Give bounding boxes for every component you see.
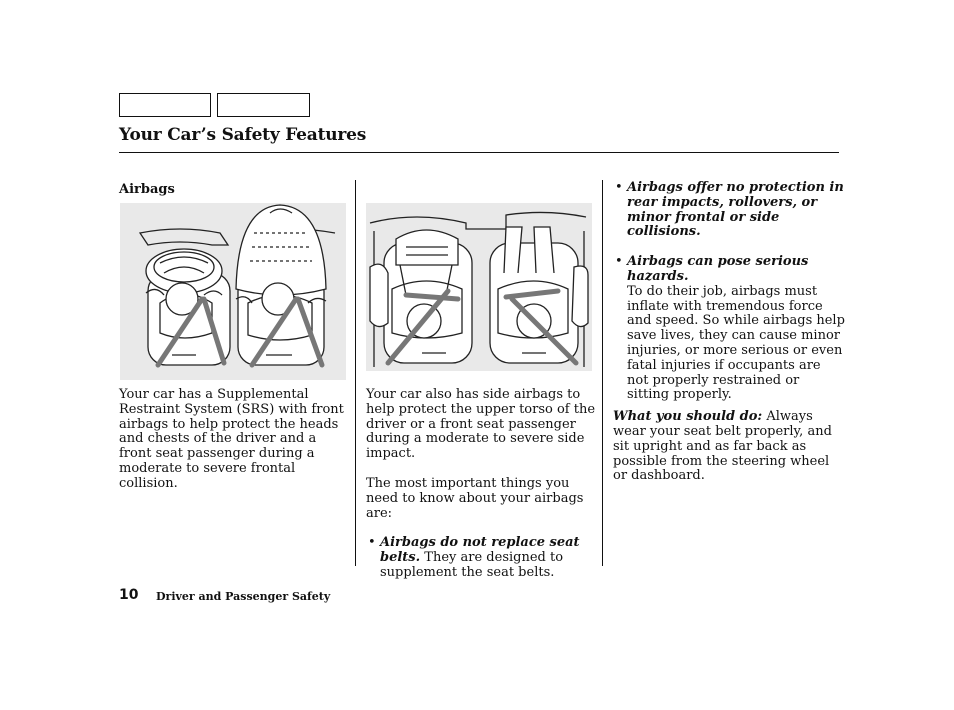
title-rule [119, 152, 839, 153]
header-tab-1 [119, 93, 211, 117]
bullet-no-protection-title: Airbags offer no protection in rear impacts, rollovers, or minor frontal or side collisions. [627, 180, 844, 240]
column-divider-2 [602, 180, 603, 566]
bullet-serious-hazards-title: Airbags can pose serious hazards. [627, 254, 809, 284]
bullet-seat-belts-title: Airbags do not replace seat belts. [380, 535, 580, 566]
page-number: 10 [119, 587, 139, 603]
front-airbags-illustration [120, 203, 346, 380]
column-2-text [366, 388, 596, 581]
bullet-dot: • [615, 254, 623, 270]
srs-paragraph: Your car has a Supplemental Restraint System (SRS) with front airbags to help protect the heads and chests of the driver and a front seat passenger during a moderate to severe frontal collision. [119, 387, 344, 491]
what-you-should-do-label: What you should do: [613, 409, 763, 425]
bullet-dot: • [368, 535, 376, 551]
header-tab-2 [217, 93, 310, 117]
side-airbags-drawing [366, 203, 592, 371]
column-divider-1 [355, 180, 356, 566]
side-airbags-paragraph: Your car also has side airbags to help protect the upper torso of the driver or a front seat passenger during a moderate to severe side impact. [366, 387, 596, 462]
bullet-dot: • [615, 180, 623, 195]
bullet-seat-belts [366, 536, 596, 580]
bullet-serious-hazards [613, 255, 845, 403]
footer-section-title: Driver and Passenger Safety [156, 590, 331, 603]
column-3-text [613, 181, 845, 484]
front-airbags-drawing [120, 203, 346, 380]
side-airbags-illustration [366, 203, 592, 371]
column-1-text [119, 388, 349, 492]
section-heading: Airbags [119, 182, 175, 197]
bullet-seat-belts-text: They are designed to supplement the seat belts. [380, 550, 564, 580]
important-things-paragraph: The most important things you need to know about your airbags are: [366, 475, 584, 521]
page-title: Your Car’s Safety Features [119, 125, 367, 145]
bullet-no-protection [613, 181, 845, 240]
what-you-should-do-text: Always wear your seat belt properly, and sit upright and as far back as possible from the steering wheel or dashboard. [613, 409, 832, 484]
bullet-serious-hazards-text: To do their job, airbags must inflate with tremendous force and speed. So while airbags help save lives, they can cause minor injuries, or more serious or even fatal injuries if occupants are not properly restrained or sitting properly. [627, 283, 845, 403]
what-you-should-do [613, 410, 845, 484]
